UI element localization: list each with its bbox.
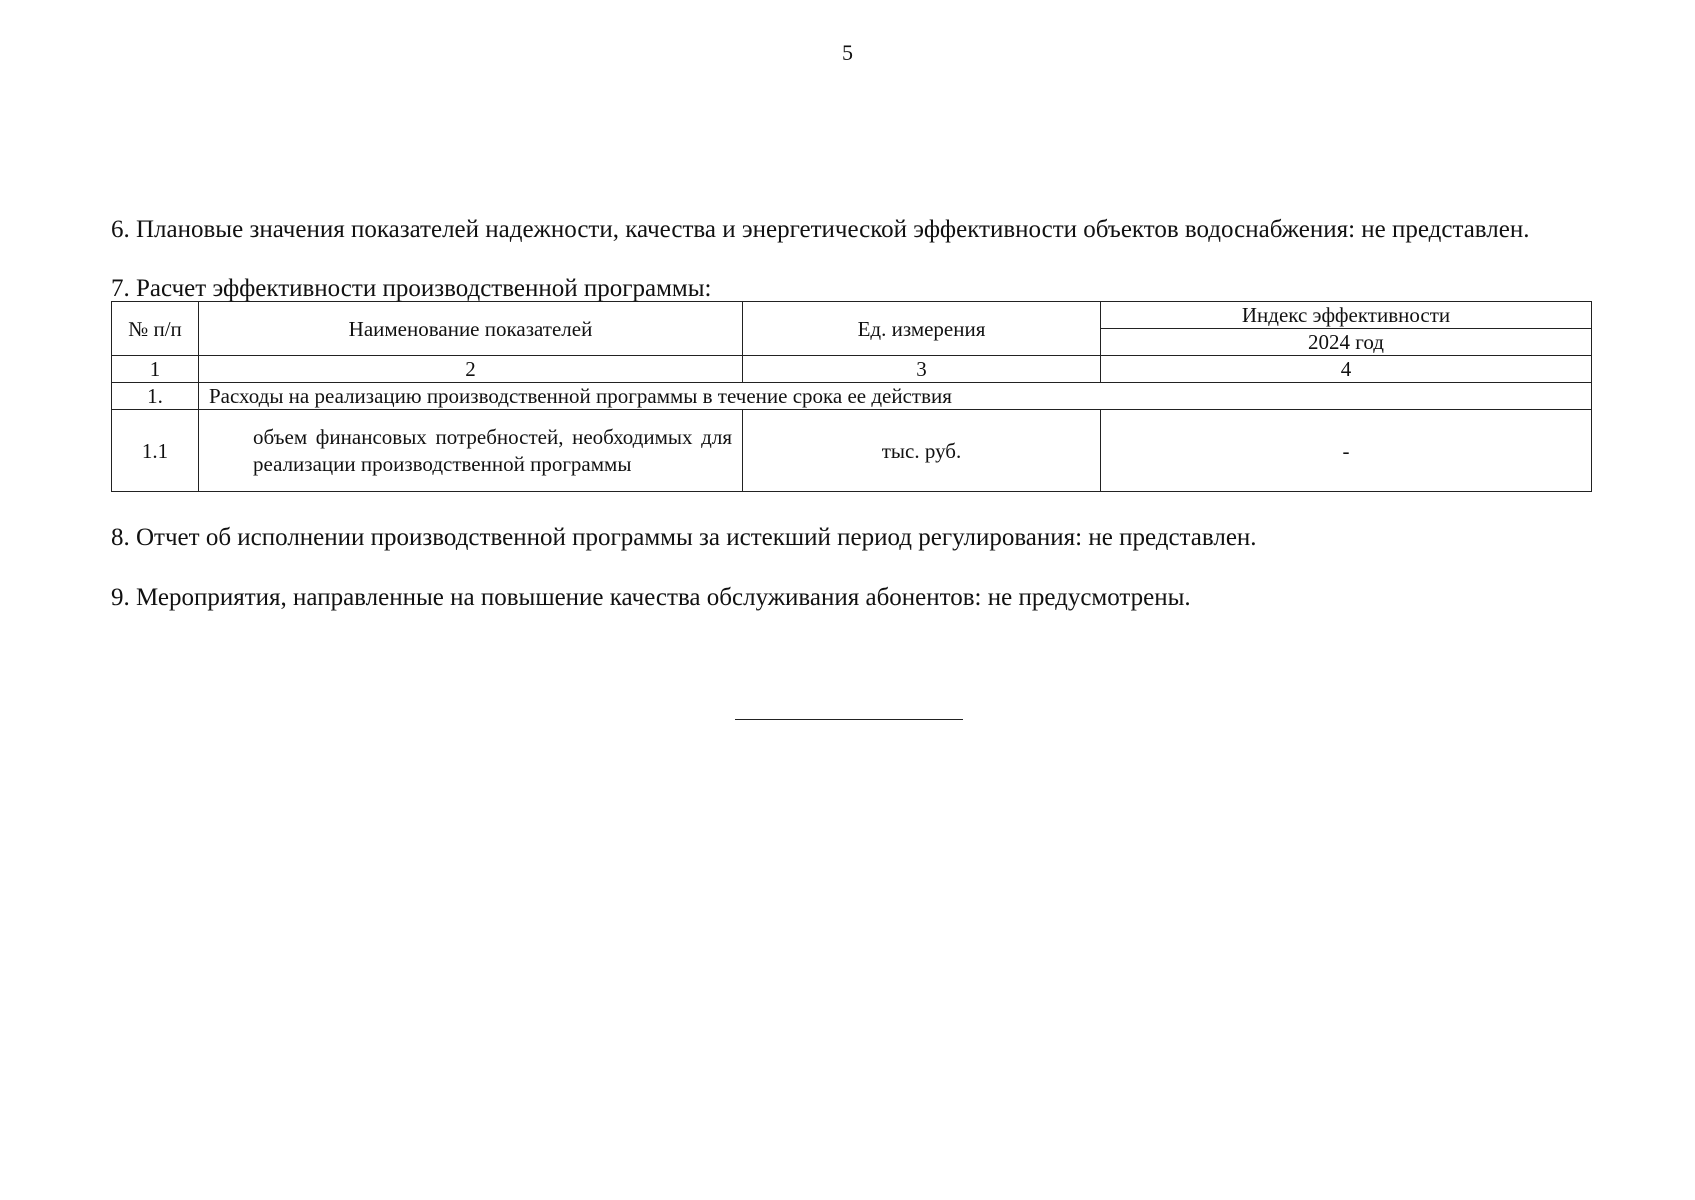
page-number: 5: [842, 40, 853, 65]
table-header-row: [112, 302, 1592, 329]
efficiency-table: [111, 301, 1592, 492]
document-body: [111, 214, 1589, 614]
header-index: Индекс эффективности: [1101, 302, 1592, 329]
section-7-title: 7. Расчет эффективности производственной программы:: [111, 275, 712, 302]
table-group-row: [112, 383, 1592, 410]
row-value: -: [1101, 410, 1592, 492]
section-6-text: 6. Плановые значения показателей надежности, качества и энергетической эффективности объектов водоснабжения: не представлен.: [111, 216, 1530, 243]
row-name: объем финансовых потребностей, необходимых для реализации производственной программы: [199, 410, 743, 492]
closing-divider-line: [735, 719, 963, 720]
table-column-numbers-row: [112, 356, 1592, 383]
header-year: 2024 год: [1101, 329, 1592, 356]
table-row: [112, 410, 1592, 492]
column-number-2: 2: [199, 356, 743, 383]
column-number-3: 3: [743, 356, 1101, 383]
column-number-4: 4: [1101, 356, 1592, 383]
header-num: № п/п: [112, 302, 199, 356]
header-name: Наименование показателей: [199, 302, 743, 356]
row-num: 1.1: [112, 410, 199, 492]
group-row-text: Расходы на реализацию производственной программы в течение срока ее действия: [199, 383, 1592, 410]
column-number-1: 1: [112, 356, 199, 383]
section-9-text: 9. Мероприятия, направленные на повышение качества обслуживания абонентов: не предусмотрены.: [111, 584, 1191, 611]
group-row-num: 1.: [112, 383, 199, 410]
section-8-text: 8. Отчет об исполнении производственной программы за истекший период регулирования: не представлен.: [111, 524, 1257, 551]
header-unit: Ед. измерения: [743, 302, 1101, 356]
row-unit: тыс. руб.: [743, 410, 1101, 492]
